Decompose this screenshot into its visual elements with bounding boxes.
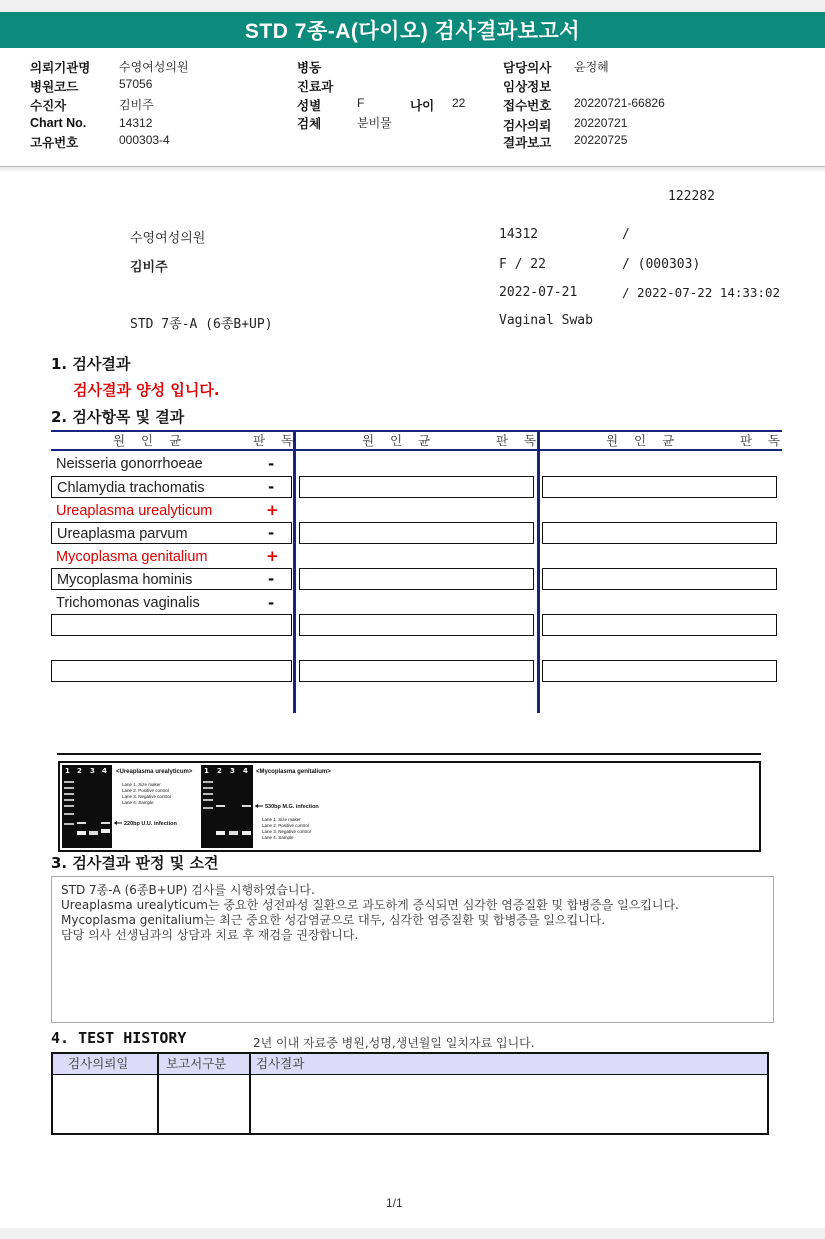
section-2-title: 2. 검사항목 및 결과: [51, 408, 185, 426]
result-row-box: [299, 522, 534, 544]
gel-legend: Lane 1. Size maker: [122, 782, 161, 787]
gel-electrophoresis-image: [60, 763, 759, 850]
col-head-pathogen: 원 인 균: [606, 433, 681, 448]
age-value: 22: [452, 96, 466, 110]
pathogen-name: Chlamydia trachomatis: [57, 480, 205, 496]
history-col-result: 검사결과: [256, 1056, 305, 1071]
gel-top-rule: [57, 753, 761, 755]
header-label: 검사의뢰: [503, 119, 552, 133]
pathogen-name: Neisseria gonorrhoeae: [56, 456, 203, 472]
header-label: 담당의사: [503, 61, 552, 75]
top-strip: [0, 0, 825, 12]
gel-legend: Lane 2. Positive control: [122, 788, 169, 793]
gel-lane-label: 2: [217, 767, 222, 775]
gel-legend: Lane 4. Sample: [122, 800, 154, 805]
header-value: 20220721-66826: [574, 96, 665, 110]
gel-title: <Ureaplasma urealyticum>: [116, 769, 193, 775]
header-label: 고유번호: [30, 136, 79, 150]
pathogen-name: Mycoplasma hominis: [57, 572, 193, 588]
age-label: 나이: [410, 99, 435, 113]
gel-lane-label: 3: [90, 767, 95, 775]
bottom-strip: [0, 1228, 825, 1239]
column-divider: [537, 430, 540, 713]
section-4-title: 4. TEST HISTORY: [51, 1029, 187, 1047]
chart-number: 14312: [499, 227, 539, 242]
history-col-divider: [157, 1054, 159, 1133]
sex-age: F / 22: [499, 257, 546, 272]
header-info: [0, 55, 825, 167]
col-head-pathogen: 원 인 균: [113, 433, 188, 448]
header-label: 접수번호: [503, 99, 552, 113]
col-head-pathogen: 원 인 균: [362, 433, 437, 448]
judgment-mark-positive: +: [266, 501, 279, 519]
history-table-header: [53, 1054, 767, 1075]
gel-image: [58, 761, 761, 852]
result-row-box: [299, 476, 534, 498]
gel-legend: Lane 2. Positive control: [262, 823, 309, 828]
history-note: 2년 이내 자료중 병원,성명,생년월일 일치자료 입니다.: [253, 1036, 535, 1050]
header-label: 수진자: [30, 99, 67, 113]
finding-line: Ureaplasma urealyticum는 중요한 성전파성 질환으로 과도하게 증식되면 심각한 염증질환 및 합병증을 일으킵니다.: [61, 898, 679, 912]
header-value: 김비주: [119, 98, 154, 112]
gel-title: <Mycoplasma genitalium>: [256, 769, 331, 775]
result-row-box: [299, 568, 534, 590]
gel-legend: Lane 1. Size maker: [262, 817, 301, 822]
test-name: STD 7종-A (6종B+UP): [130, 317, 273, 332]
overall-result: 검사결과 양성 입니다.: [73, 381, 220, 399]
gel-lane-label: 1: [65, 767, 70, 775]
column-divider: [293, 430, 296, 713]
finding-line: Mycoplasma genitalium는 최근 중요한 성감염균으로 대두, 심각한 염증질환 및 합병증을 일으킵니다.: [61, 913, 606, 927]
patient-id: / (000303): [622, 257, 701, 272]
judgment-mark: -: [268, 570, 275, 588]
clinic-name: 수영여성의원: [130, 231, 206, 246]
gel-band-label: 220bp U.U. infection: [124, 821, 177, 827]
finding-line: STD 7종-A (6종B+UP) 검사를 시행하였습니다.: [61, 883, 315, 897]
judgment-mark-positive: +: [266, 547, 279, 565]
judgment-mark: -: [268, 478, 275, 496]
gel-legend: Lane 3. Negative control: [262, 829, 311, 834]
info-separator: /: [622, 227, 630, 242]
pathogen-name: Ureaplasma parvum: [57, 526, 188, 542]
dept-label: 진료과: [297, 80, 334, 94]
request-date: 2022-07-21: [499, 285, 578, 300]
header-value: 000303-4: [119, 133, 170, 147]
section-3-title: 3. 검사결과 판정 및 소견: [51, 854, 219, 872]
judgment-mark: -: [268, 455, 275, 473]
gel-lane-label: 4: [243, 767, 248, 775]
specimen-value: 분비물: [357, 116, 392, 130]
result-row-box: [299, 660, 534, 682]
result-row-box: [542, 568, 777, 590]
gel-lane-label: 3: [230, 767, 235, 775]
sex-label: 성별: [297, 99, 322, 113]
result-row-box: [299, 614, 534, 636]
header-value: 57056: [119, 77, 153, 91]
report-datetime: / 2022-07-22 14:33:02: [622, 285, 781, 300]
report-number: 122282: [668, 189, 715, 204]
gel-legend: Lane 4. Sample: [262, 835, 294, 840]
ward-label: 병동: [297, 61, 322, 75]
result-row-box: [51, 660, 292, 682]
col-head-judgment: 판 독: [496, 433, 543, 448]
col-head-judgment: 판 독: [253, 433, 300, 448]
header-label: 결과보고: [503, 136, 552, 150]
result-row-box: [542, 660, 777, 682]
pathogen-name-positive: Ureaplasma urealyticum: [56, 503, 213, 519]
result-row-box: [542, 522, 777, 544]
history-col-type: 보고서구분: [166, 1056, 227, 1071]
specimen-label: 검체: [297, 117, 322, 131]
pathogen-name-positive: Mycoplasma genitalium: [56, 549, 208, 565]
gel-legend: Lane 3. Negative control: [122, 794, 171, 799]
page-number: 1/1: [386, 1196, 403, 1210]
header-value: 수영여성의원: [119, 60, 189, 74]
header-value: 14312: [119, 116, 153, 130]
col-head-judgment: 판 독: [740, 433, 787, 448]
result-row-box: [542, 614, 777, 636]
table-header-rule: [51, 449, 782, 451]
gel-lane-label: 1: [204, 767, 209, 775]
result-row-box: [51, 614, 292, 636]
header-value: 20220725: [574, 133, 628, 147]
header-value: 윤정혜: [574, 60, 609, 74]
report-title: STD 7종-A(다이오) 검사결과보고서: [0, 12, 825, 48]
patient-name: 김비주: [130, 260, 168, 275]
header-label: Chart No.: [30, 116, 87, 130]
header-divider: [0, 167, 825, 173]
findings-box: [51, 876, 774, 1023]
header-label: 의뢰기관명: [30, 61, 91, 75]
section-1-title: 1. 검사결과: [51, 355, 131, 373]
header-label: 병원코드: [30, 80, 79, 94]
judgment-mark: -: [268, 524, 275, 542]
history-col-divider: [249, 1054, 251, 1133]
gel-band-label: 530bp M.G. infection: [265, 804, 319, 810]
specimen-type: Vaginal Swab: [499, 313, 593, 328]
sex-value: F: [357, 96, 365, 110]
history-table: [51, 1052, 769, 1135]
header-value: 20220721: [574, 116, 628, 130]
result-row-box: [542, 476, 777, 498]
header-label: 임상정보: [503, 80, 552, 94]
judgment-mark: -: [268, 594, 275, 612]
finding-line: 담당 의사 선생님과의 상담과 치료 후 재검을 권장합니다.: [61, 928, 359, 942]
pathogen-name: Trichomonas vaginalis: [56, 595, 200, 611]
gel-lane-label: 2: [77, 767, 82, 775]
history-col-date: 검사의뢰일: [68, 1056, 129, 1071]
gel-lane-label: 4: [102, 767, 107, 775]
